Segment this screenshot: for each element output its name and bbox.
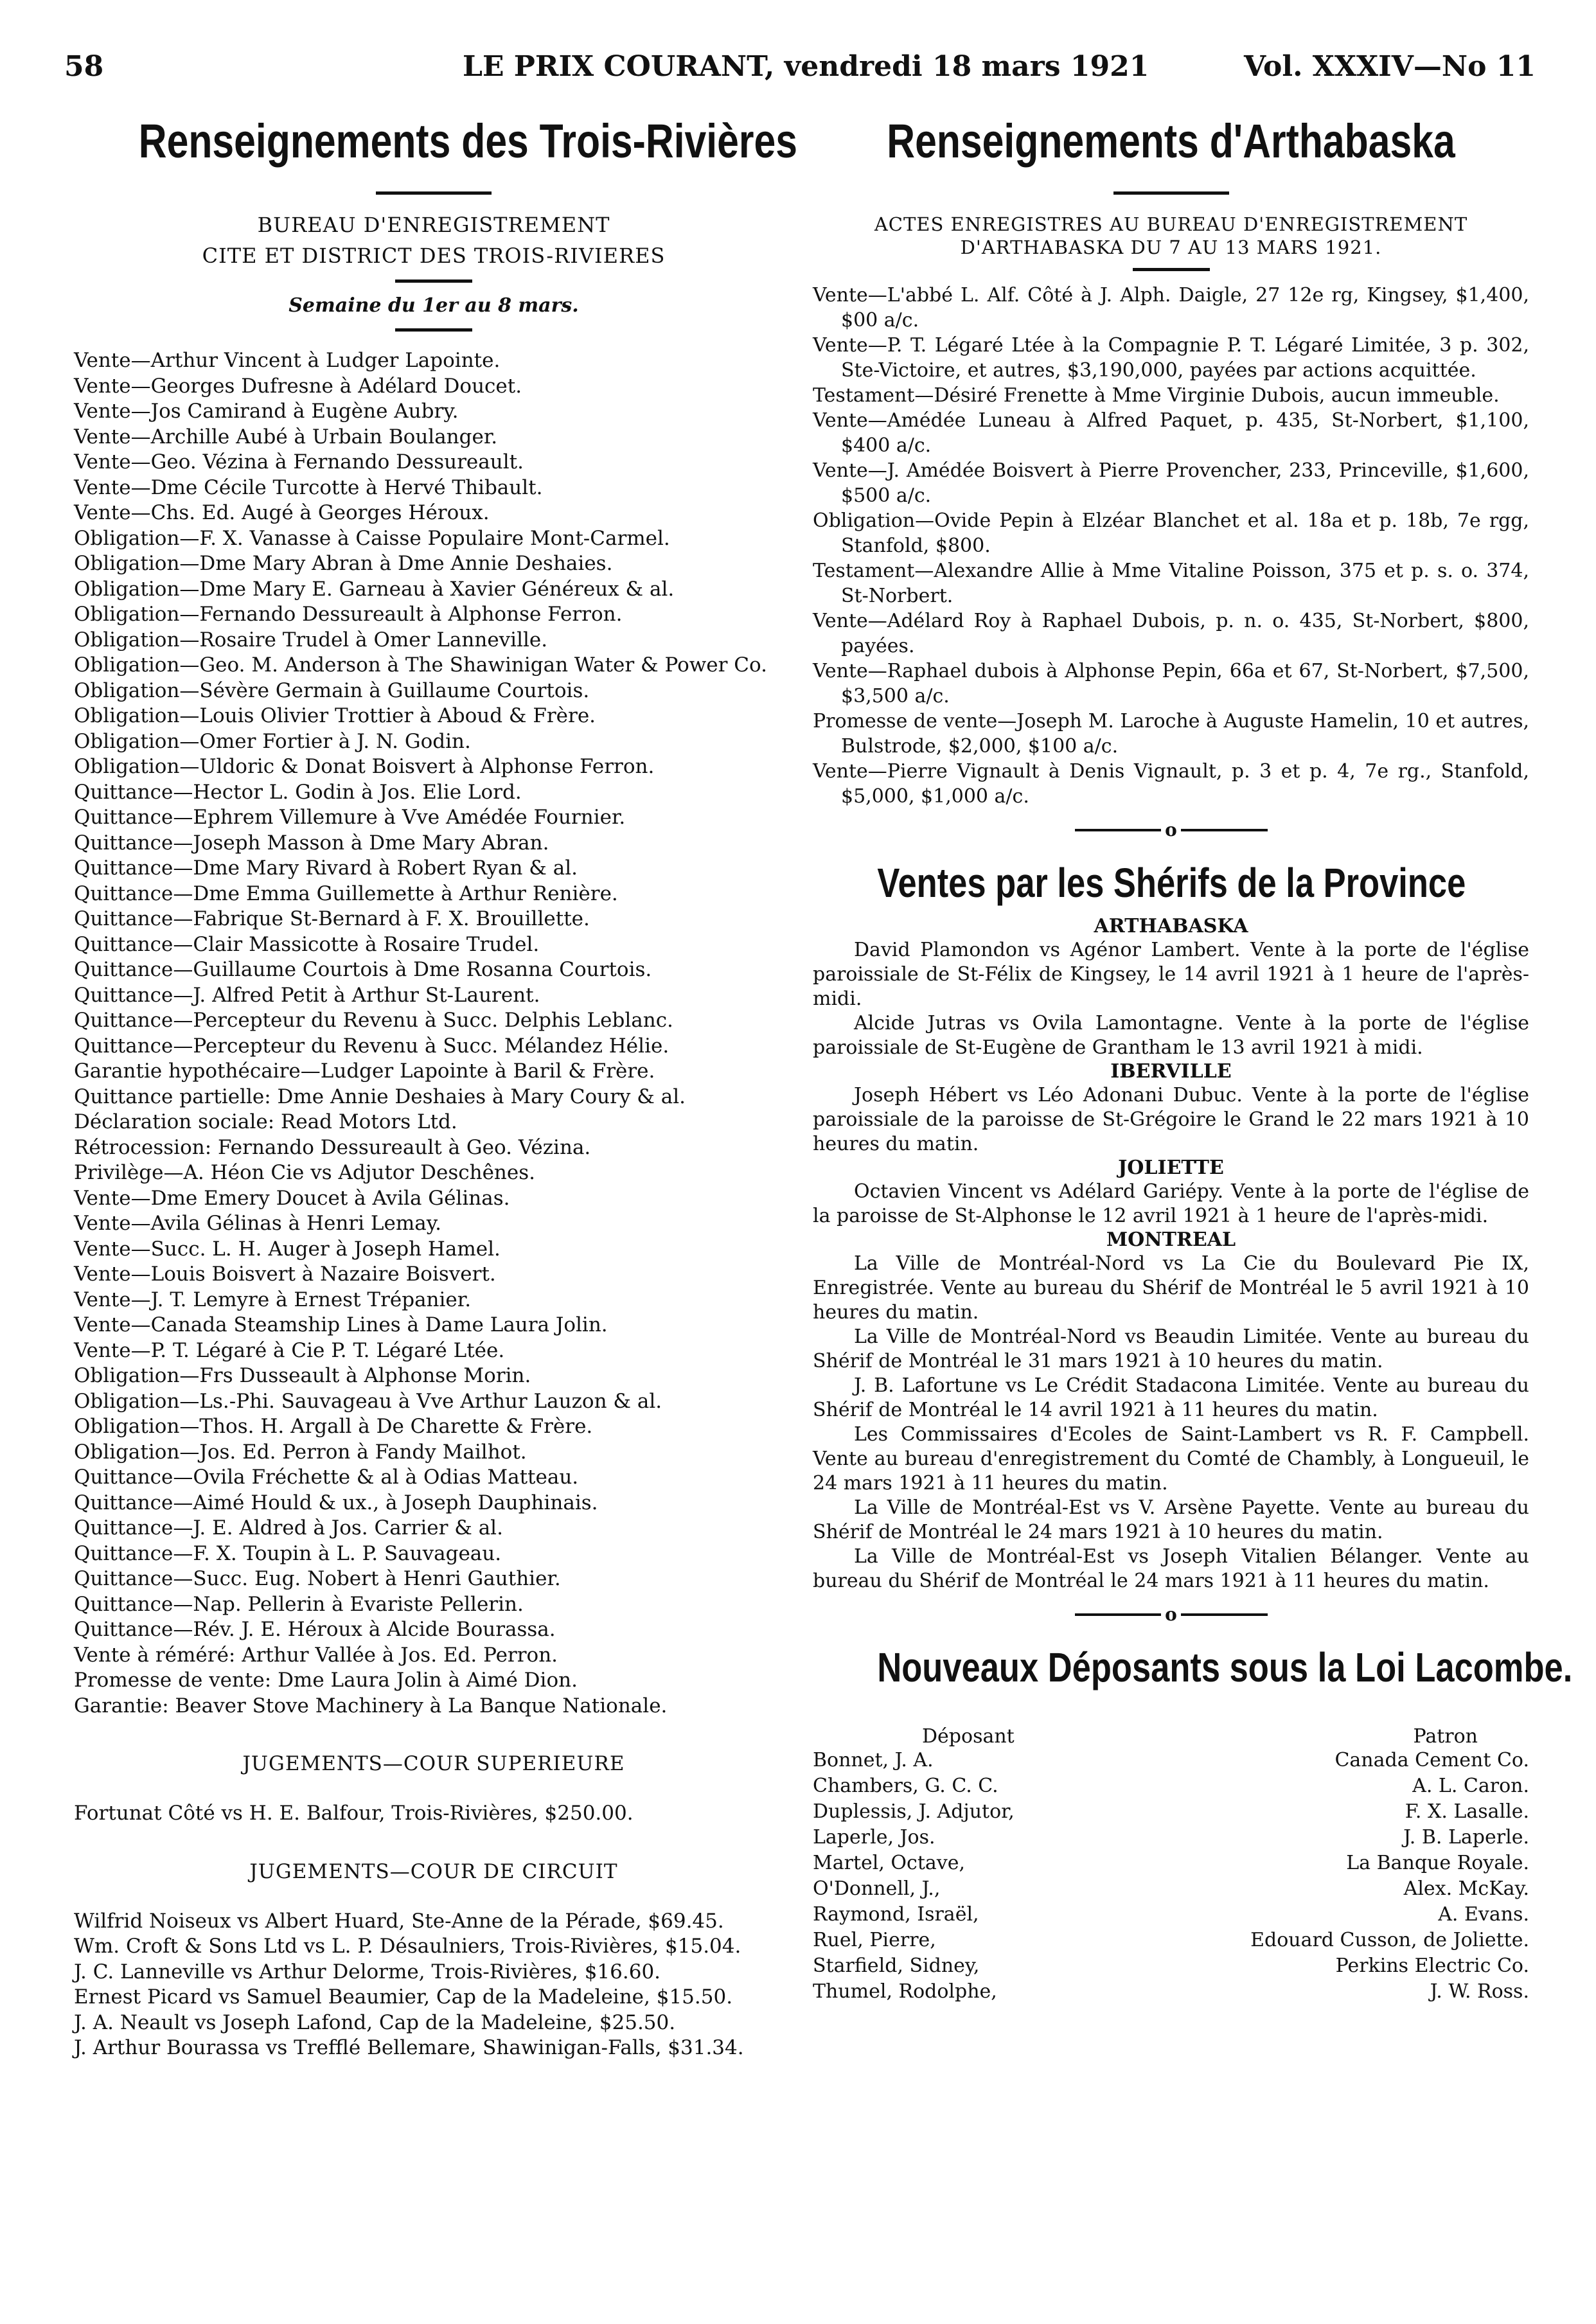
deposant-row <box>813 1850 1529 1876</box>
registry-entry: Quittance—Fabrique St-Bernard à F. X. Brouillette. <box>74 907 590 930</box>
deposant-name: Martel, Octave, <box>813 1852 965 1874</box>
arthabaska-title: Renseignements d'Arthabaska <box>887 114 1455 168</box>
deposant-column-header: Déposant <box>922 1725 1015 1748</box>
registry-entry: Quittance—J. Alfred Petit à Arthur St-Laurent. <box>74 983 540 1007</box>
page-number: 58 <box>64 50 104 83</box>
arthabaska-entry: Vente—J. Amédée Boisvert à Pierre Provencher, 233, Princeville, $1,600, $500 a/c. <box>813 459 1529 507</box>
registry-entry: Quittance—Ephrem Villemure à Vve Amédée Fournier. <box>74 806 626 829</box>
jugement-entry: Wm. Croft & Sons Ltd vs L. P. Désaulniers, Trois-Rivières, $15.04. <box>74 1935 741 1958</box>
arthabaska-entry: Promesse de vente—Joseph M. Laroche à Auguste Hamelin, 10 et autres, Bulstrode, $2,000, $100 a/c. <box>813 710 1529 758</box>
sherif-sale-notice: Joseph Hébert vs Léo Adonani Dubuc. Vente à la porte de l'église paroissiale de la paroisse de St-Grégoire le Grand le 22 mars 1921 à 10 heures du matin. <box>813 1084 1529 1155</box>
registry-entry: Quittance—J. E. Aldred à Jos. Carrier & al. <box>74 1516 503 1539</box>
patron-name: Edouard Cusson, de Joliette. <box>1250 1929 1529 1951</box>
divider <box>376 191 492 195</box>
registry-entry: Quittance—Percepteur du Revenu à Succ. Delphis Leblanc. <box>74 1009 673 1032</box>
right-column <box>813 109 1573 2005</box>
week-heading: Semaine du 1er au 8 mars. <box>288 294 579 317</box>
deposant-name: Chambers, G. C. C. <box>813 1775 998 1797</box>
divider <box>395 279 472 283</box>
registry-entry: Quittance—Clair Massicotte à Rosaire Trudel. <box>74 932 540 956</box>
arthabaska-entries-list <box>813 283 1529 809</box>
sherif-sale-notice: David Plamondon vs Agénor Lambert. Vente à la porte de l'église paroissiale de St-Félix de Kingsey, le 14 avril 1921 à 1 heure de l'après-midi. <box>813 939 1529 1010</box>
registry-entry: Quittance—Aimé Hould & ux., à Joseph Dauphinais. <box>74 1491 598 1514</box>
registry-entry: Obligation—Louis Olivier Trottier à Aboud & Frère. <box>74 704 596 727</box>
registry-entry: Quittance—Dme Mary Rivard à Robert Ryan & al. <box>74 856 578 880</box>
ornament-divider: o <box>1075 819 1268 840</box>
registry-entry: Obligation—Frs Dusseault à Alphonse Morin. <box>74 1364 531 1387</box>
jugements-superieure-heading: JUGEMENTS—COUR SUPERIEURE <box>242 1752 625 1775</box>
registry-entries-list <box>74 348 794 1719</box>
arthabaska-entry: Testament—Alexandre Allie à Mme Vitaline Poisson, 375 et p. s. o. 374, St-Norbert. <box>813 560 1529 607</box>
sherif-sections <box>813 915 1529 1593</box>
patron-name: La Banque Royale. <box>1346 1852 1529 1874</box>
trois-rivieres-title: Renseignements des Trois-Rivières <box>138 114 798 168</box>
sherif-sale-notice: Les Commissaires d'Ecoles de Saint-Lambert vs R. F. Campbell. Vente au bureau d'enregistrement du Comté de Chambly, à Longueuil, le 24 mars 1921 à 11 heures du matin. <box>813 1423 1529 1495</box>
district-heading: CITE ET DISTRICT DES TROIS-RIVIERES <box>202 244 666 268</box>
deposant-row <box>813 1902 1529 1928</box>
arthabaska-entry: Vente—Pierre Vignault à Denis Vignault, p. 3 et p. 4, 7e rg., Stanfold, $5,000, $1,000 a/c. <box>813 760 1529 808</box>
registry-entry: Vente—Canada Steamship Lines à Dame Laura Jolin. <box>74 1313 608 1336</box>
registry-entry: Déclaration sociale: Read Motors Ltd. <box>74 1110 457 1133</box>
registry-entry: Quittance—Hector L. Godin à Jos. Elie Lord. <box>74 780 522 804</box>
sherif-sale-notice: Octavien Vincent vs Adélard Gariépy. Vente à la porte de l'église de la paroisse de St-Alphonse le 12 avril 1921 à 1 heure de l'après-midi. <box>813 1180 1529 1227</box>
registry-entry: Obligation—Ls.-Phi. Sauvageau à Vve Arthur Lauzon & al. <box>74 1389 662 1413</box>
arthabaska-entry: Obligation—Ovide Pepin à Elzéar Blanchet et al. 18a et p. 18b, 7e rgg, Stanfold, $800. <box>813 510 1529 557</box>
registry-entry: Quittance—Percepteur du Revenu à Succ. Mélandez Hélie. <box>74 1034 669 1058</box>
registry-entry: Obligation—Jos. Ed. Perron à Fandy Mailhot. <box>74 1440 527 1464</box>
deposant-row <box>813 1748 1529 1773</box>
registry-entry: Quittance—Joseph Masson à Dme Mary Abran. <box>74 831 549 855</box>
patron-column-header: Patron <box>1413 1725 1478 1748</box>
jugement-entry: Ernest Picard vs Samuel Beaumier, Cap de la Madeleine, $15.50. <box>74 1985 733 2009</box>
deposant-name: Starfield, Sidney, <box>813 1955 980 1977</box>
registry-entry: Quittance—Ovila Fréchette & al à Odias Matteau. <box>74 1466 579 1489</box>
deposants-title: Nouveaux Déposants sous la Loi Lacombe. <box>877 1644 1573 1690</box>
registry-entry: Obligation—Thos. H. Argall à De Charette & Frère. <box>74 1415 593 1438</box>
deposant-name: Laperle, Jos. <box>813 1826 935 1849</box>
deposant-row <box>813 1825 1529 1850</box>
deposants-table <box>813 1748 1529 2005</box>
registry-entry: Obligation—Uldoric & Donat Boisvert à Alphonse Ferron. <box>74 755 655 778</box>
registry-entry: Quittance—Dme Emma Guillemette à Arthur Renière. <box>74 882 618 905</box>
registry-entry: Obligation—Fernando Dessureault à Alphonse Ferron. <box>74 603 623 626</box>
registry-entry: Quittance partielle: Dme Annie Deshaies à Mary Coury & al. <box>74 1085 686 1108</box>
deposant-row <box>813 1928 1529 1953</box>
jugement-entry: Fortunat Côté vs H. E. Balfour, Trois-Rivières, $250.00. <box>74 1802 634 1825</box>
registry-entry: Quittance—Succ. Eug. Nobert à Henri Gauthier. <box>74 1567 561 1590</box>
sherif-sale-notice: J. B. Lafortune vs Le Crédit Stadacona Limitée. Vente au bureau du Shérif de Montréal le 14 avril 1921 à 11 heures du matin. <box>813 1374 1529 1421</box>
divider <box>1133 268 1210 271</box>
registry-entry: Quittance—F. X. Toupin à L. P. Sauvageau. <box>74 1541 502 1565</box>
registry-entry: Quittance—Nap. Pellerin à Evariste Pellerin. <box>74 1592 524 1616</box>
jugements-circuit-heading: JUGEMENTS—COUR DE CIRCUIT <box>249 1859 618 1883</box>
page-header <box>64 46 1536 98</box>
divider <box>1113 191 1229 195</box>
deposant-row <box>813 1773 1529 1799</box>
patron-name: A. L. Caron. <box>1412 1775 1529 1797</box>
office-heading: BUREAU D'ENREGISTREMENT <box>257 213 610 237</box>
registry-entry: Vente—Jos Camirand à Eugène Aubry. <box>74 400 459 423</box>
deposant-row <box>813 1876 1529 1902</box>
jugements-circuit-list <box>74 1909 794 2061</box>
registry-entry: Garantie hypothécaire—Ludger Lapointe à Baril & Frère. <box>74 1060 655 1083</box>
registry-entry: Vente—Dme Emery Doucet à Avila Gélinas. <box>74 1186 510 1210</box>
sherif-place-heading: IBERVILLE <box>1110 1060 1232 1083</box>
registry-entry: Vente—J. T. Lemyre à Ernest Trépanier. <box>74 1288 472 1311</box>
jugement-entry: J. A. Neault vs Joseph Lafond, Cap de la Madeleine, $25.50. <box>74 2010 676 2034</box>
registry-entry: Obligation—Dme Mary Abran à Dme Annie Deshaies. <box>74 552 613 575</box>
deposant-name: Duplessis, J. Adjutor, <box>813 1800 1015 1823</box>
deposant-row <box>813 1953 1529 1979</box>
registry-entry: Vente—Avila Gélinas à Henri Lemay. <box>74 1212 441 1235</box>
registry-entry: Vente—P. T. Légaré à Cie P. T. Légaré Ltée. <box>74 1338 505 1362</box>
deposant-name: Ruel, Pierre, <box>813 1929 936 1951</box>
registry-entry: Quittance—Guillaume Courtois à Dme Rosanna Courtois. <box>74 958 652 981</box>
registry-entry: Vente—Louis Boisvert à Nazaire Boisvert. <box>74 1263 496 1286</box>
patron-name: Perkins Electric Co. <box>1335 1955 1529 1977</box>
registry-entry: Vente—Georges Dufresne à Adélard Doucet. <box>74 374 522 398</box>
deposant-name: Bonnet, J. A. <box>813 1749 934 1771</box>
deposant-row <box>813 1799 1529 1825</box>
sherif-sale-notice: Alcide Jutras vs Ovila Lamontagne. Vente à la porte de l'église paroissiale de St-Eugène de Grantham le 13 avril 1921 à midi. <box>813 1012 1529 1059</box>
sherif-sale-notice: La Ville de Montréal-Nord vs Beaudin Limitée. Vente au bureau du Shérif de Montréal le 31 mars 1921 à 10 heures du matin. <box>813 1326 1529 1372</box>
deposant-name: Thumel, Rodolphe, <box>813 1980 997 2003</box>
arthabaska-entry: Vente—Adélard Roy à Raphael Dubois, p. n. o. 435, St-Norbert, $800, payées. <box>813 610 1529 657</box>
patron-name: J. B. Laperle. <box>1403 1826 1529 1849</box>
patron-name: F. X. Lasalle. <box>1405 1800 1529 1823</box>
registry-entry: Vente à réméré: Arthur Vallée à Jos. Ed. Perron. <box>74 1643 558 1667</box>
deposants-header-row <box>813 1725 1529 1748</box>
sherifs-title: Ventes par les Shérifs de la Province <box>877 860 1466 906</box>
arthabaska-entry: Vente—L'abbé L. Alf. Côté à J. Alph. Daigle, 27 12e rg, Kingsey, $1,400, $00 a/c. <box>813 284 1529 332</box>
patron-name: Alex. McKay. <box>1403 1877 1529 1900</box>
registry-entry: Vente—Succ. L. H. Auger à Joseph Hamel. <box>74 1237 501 1261</box>
newspaper-title: LE PRIX COURANT, vendredi 18 mars 1921 <box>463 50 1149 83</box>
patron-name: Canada Cement Co. <box>1334 1749 1529 1771</box>
sherif-sale-notice: La Ville de Montréal-Nord vs La Cie du Boulevard Pie IX, Enregistrée. Vente au bureau du Shérif de Montréal le 5 avril 1921 à 10 heures du matin. <box>813 1252 1529 1324</box>
sherif-place-heading: ARTHABASKA <box>1094 915 1248 937</box>
patron-name: J. W. Ross. <box>1430 1980 1529 2003</box>
registry-entry: Vente—Arthur Vincent à Ludger Lapointe. <box>74 349 501 372</box>
registry-entry: Garantie: Beaver Stove Machinery à La Banque Nationale. <box>74 1694 668 1717</box>
registry-entry: Vente—Archille Aubé à Urbain Boulanger. <box>74 425 498 448</box>
volume-number: Vol. XXXIV—No 11 <box>1243 50 1536 83</box>
sherif-sale-notice: La Ville de Montréal-Est vs V. Arsène Payette. Vente au bureau du Shérif de Montréal le 24 mars 1921 à 10 heures du matin. <box>813 1496 1529 1543</box>
deposant-row <box>813 1979 1529 2005</box>
jugement-entry: J. Arthur Bourassa vs Trefflé Bellemare, Shawinigan-Falls, $31.34. <box>74 2036 744 2059</box>
arthabaska-subtitle: ACTES ENREGISTRES AU BUREAU D'ENREGISTREMENT D'ARTHABASKA DU 7 AU 13 MARS 1921. <box>874 213 1468 258</box>
registry-entry: Rétrocession: Fernando Dessureault à Geo. Vézina. <box>74 1135 591 1159</box>
jugement-entry: J. C. Lanneville vs Arthur Delorme, Trois-Rivières, $16.60. <box>74 1960 661 1983</box>
patron-name: A. Evans. <box>1438 1903 1529 1926</box>
deposant-name: Raymond, Israël, <box>813 1903 979 1926</box>
registry-entry: Obligation—F. X. Vanasse à Caisse Populaire Mont-Carmel. <box>74 526 670 550</box>
registry-entry: Vente—Dme Cécile Turcotte à Hervé Thibault. <box>74 475 543 499</box>
jugements-superieure-list <box>74 1801 794 1827</box>
sherif-place-heading: MONTREAL <box>1106 1229 1236 1251</box>
registry-entry: Obligation—Omer Fortier à J. N. Godin. <box>74 729 471 753</box>
registry-entry: Vente—Geo. Vézina à Fernando Dessureault. <box>74 450 524 474</box>
registry-entry: Obligation—Geo. M. Anderson à The Shawinigan Water & Power Co. <box>74 653 767 677</box>
divider <box>395 328 472 332</box>
arthabaska-entry: Vente—P. T. Légaré Ltée à la Compagnie P. T. Légaré Limitée, 3 p. 302, Ste-Victoire, et autres, $3,190,000, payées par actions acquittée. <box>813 334 1529 382</box>
registry-entry: Privilège—A. Héon Cie vs Adjutor Deschênes. <box>74 1161 535 1184</box>
sherif-place-heading: JOLIETTE <box>1118 1157 1224 1179</box>
registry-entry: Obligation—Dme Mary E. Garneau à Xavier Généreux & al. <box>74 577 675 601</box>
sherif-sale-notice: La Ville de Montréal-Est vs Joseph Vitalien Bélanger. Vente au bureau du Shérif de Montréal le 24 mars 1921 à 11 heures du matin. <box>813 1545 1529 1592</box>
arthabaska-entry: Vente—Raphael dubois à Alphonse Pepin, 66a et 67, St-Norbert, $7,500, $3,500 a/c. <box>813 660 1529 707</box>
deposant-name: O'Donnell, J., <box>813 1877 941 1900</box>
arthabaska-entry: Vente—Amédée Luneau à Alfred Paquet, p. 435, St-Norbert, $1,100, $400 a/c. <box>813 409 1529 457</box>
registry-entry: Vente—Chs. Ed. Augé à Georges Héroux. <box>74 501 490 524</box>
arthabaska-entry: Testament—Désiré Frenette à Mme Virginie Dubois, aucun immeuble. <box>813 384 1500 407</box>
registry-entry: Promesse de vente: Dme Laura Jolin à Aimé Dion. <box>74 1669 578 1692</box>
left-column <box>74 109 798 2061</box>
registry-entry: Obligation—Rosaire Trudel à Omer Lanneville. <box>74 628 548 652</box>
jugement-entry: Wilfrid Noiseux vs Albert Huard, Ste-Anne de la Pérade, $69.45. <box>74 1909 724 1933</box>
registry-entry: Obligation—Sévère Germain à Guillaume Courtois. <box>74 679 590 702</box>
ornament-divider: o <box>1075 1604 1268 1625</box>
registry-entry: Quittance—Rév. J. E. Héroux à Alcide Bourassa. <box>74 1618 556 1641</box>
